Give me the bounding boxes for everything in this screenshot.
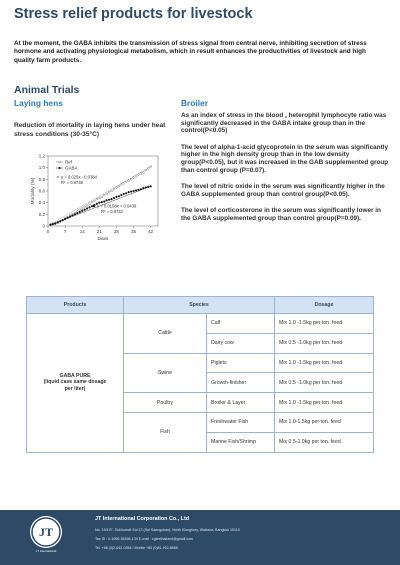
data-point — [106, 199, 108, 201]
company-tax-email: Tax ID : 0-1055-56166-134 E-mail : cgleethailand@gmail.com — [95, 537, 194, 541]
data-point — [111, 198, 113, 200]
y-axis-label: Mortality (%) — [31, 177, 36, 205]
data-point — [106, 193, 108, 195]
species-cell: Growth-finisher — [207, 373, 275, 393]
equation-label: y = 0.025x - 0.0384 — [61, 174, 97, 180]
data-point — [120, 184, 122, 186]
data-point — [76, 211, 78, 213]
dosage-cell: Mix 0.5-1.0kg per ton. feed — [275, 432, 374, 452]
data-point — [89, 203, 91, 205]
data-point — [140, 173, 142, 175]
product-name: GABA PURE — [59, 372, 91, 379]
x-tick-label: 14 — [79, 229, 85, 234]
mortality-chart — [14, 150, 164, 240]
data-point — [91, 201, 93, 203]
species-group-cell: Cattle — [124, 314, 207, 354]
data-point — [128, 180, 130, 182]
r-squared-label: R² = 0.9722 — [101, 209, 123, 214]
broiler-text — [181, 112, 391, 232]
data-point — [108, 199, 110, 201]
logo-letters: JT — [38, 525, 54, 539]
legend-label: GABA — [65, 165, 78, 171]
x-tick-label: 21 — [96, 229, 102, 234]
x-tick-label: 28 — [113, 229, 119, 234]
table-header: Products — [27, 297, 124, 314]
species-group-cell: Poultry — [124, 393, 207, 413]
data-point — [130, 191, 132, 193]
data-point — [150, 185, 152, 187]
company-phone: Tel. +66 (0)2-042-0354 / Mobile +66 (0)81-922-8666 — [95, 546, 178, 550]
data-point — [138, 174, 140, 176]
y-tick-label: 1.2 — [38, 153, 45, 159]
product-note: (liquid case same dosage — [43, 379, 107, 386]
company-logo — [30, 516, 62, 548]
y-tick-label: 1.0 — [38, 165, 45, 171]
equation-marker — [93, 205, 95, 207]
data-point — [94, 200, 96, 202]
data-point — [86, 205, 88, 207]
data-point — [89, 206, 91, 208]
intro-paragraph: At the moment, the GABA inhibits the transmission of stress signal from central nerve, inhibiting secretion of stress hormone and activating physiological metabolism, which in result enhances the productivities of livestock and high quality farm products. — [14, 40, 367, 64]
data-point — [84, 206, 86, 208]
data-point — [96, 198, 98, 200]
data-point — [81, 210, 83, 212]
data-point — [103, 194, 105, 196]
data-point — [103, 201, 105, 203]
data-point — [118, 185, 120, 187]
species-cell: Freshwater Fish — [207, 412, 275, 432]
r-squared-label: R² = 0.9748 — [61, 180, 83, 185]
broiler-paragraph: The level of nitric oxide in the serum was significantly higher in the GABA supplemented group than control group(P<0.05). — [181, 183, 385, 198]
x-tick-label: 0 — [46, 229, 50, 234]
broiler-paragraph: As an index of stress in the blood , heterophil lymphocyte ratio was significantly decreased in the GABA intake group than in the control(P<0.05) — [181, 112, 387, 135]
table-row — [27, 314, 374, 334]
data-point — [135, 190, 137, 192]
broiler-paragraph: The level of alpha-1-acid glycoprotein in the serum was significantly higher in the high density group than in the low density group(P<0.05), but it was increased in the GAB supplemented group than control group (P=0.07). — [181, 143, 389, 174]
table-header: Species — [124, 297, 275, 314]
data-point — [91, 205, 93, 207]
equation-marker — [57, 176, 59, 178]
data-point — [116, 187, 118, 189]
x-tick-label: 42 — [148, 229, 154, 234]
y-tick-label: 0.8 — [38, 176, 45, 182]
y-tick-label: 0.2 — [38, 211, 45, 217]
species-cell: Marine Fish/Shrimp — [207, 432, 275, 452]
data-point — [130, 178, 132, 180]
data-point — [120, 194, 122, 196]
species-group-cell: Swine — [124, 353, 207, 393]
legend-marker — [59, 161, 61, 163]
data-point — [123, 183, 125, 185]
y-tick-label: 0.6 — [38, 188, 45, 194]
dosage-cell: Mix 0.5 -1.0kg per ton. feed — [275, 333, 374, 353]
data-point — [133, 190, 135, 192]
broiler-heading: Broiler — [181, 98, 208, 108]
data-point — [142, 171, 144, 173]
data-point — [79, 209, 81, 211]
legend-label: Ref — [65, 159, 73, 165]
data-point — [74, 213, 76, 215]
x-axis-label: Days — [97, 237, 109, 240]
legend-marker — [59, 167, 61, 169]
species-cell: Calf — [207, 314, 275, 334]
data-point — [101, 196, 103, 198]
data-point — [118, 195, 120, 197]
data-point — [98, 197, 100, 199]
data-point — [113, 197, 115, 199]
data-point — [86, 208, 88, 210]
product-note: per liter) — [64, 386, 86, 393]
y-tick-label: 0 — [42, 223, 45, 229]
logo-caption: JT International — [35, 549, 57, 553]
species-cell: Piglets — [207, 353, 275, 373]
species-group-cell: Fish — [124, 412, 207, 452]
broiler-paragraph: The level of corticosterone in the serum was significantly lower in the GABA supplemented group than control group(P=0.09). — [181, 207, 381, 222]
data-point — [50, 224, 52, 226]
company-address: No. 19/197, Sukhumvit Soi 13 (Soi Saengchan), North Klongtoey, Wattana, Bangkok 10110 — [95, 528, 240, 532]
species-cell: Broiler & Layer — [207, 393, 275, 413]
dosage-cell: Mix 0.5 -1.0kg per ton. feed — [275, 373, 374, 393]
dosage-cell: Mix 1.0-1.5kg per ton. feed — [275, 412, 374, 432]
data-point — [138, 189, 140, 191]
data-point — [123, 193, 125, 195]
data-point — [84, 209, 86, 211]
data-point — [111, 190, 113, 192]
dosage-cell: Mix 1.0 -1.5kg per ton. feed — [275, 353, 374, 373]
equation-label: y = 0.0158x + 0.0439 — [97, 203, 137, 209]
data-point — [76, 212, 78, 214]
dosage-table — [26, 296, 374, 453]
data-point — [125, 192, 127, 194]
x-tick-label: 35 — [131, 229, 137, 234]
y-tick-label: 0.4 — [38, 200, 45, 206]
table-header: Dosage — [275, 297, 374, 314]
data-point — [79, 211, 81, 213]
data-point — [113, 188, 115, 190]
data-point — [135, 176, 137, 178]
data-point — [108, 191, 110, 193]
data-point — [128, 191, 130, 193]
data-point — [150, 166, 152, 168]
species-cell: Dairy cow — [207, 333, 275, 353]
x-tick-label: 7 — [63, 229, 67, 234]
dosage-cell: Mix 1.0 -1.5kg per ton. feed — [275, 314, 374, 334]
data-point — [81, 208, 83, 210]
section-title: Animal Trials — [14, 84, 80, 96]
company-name: JT International Corporation Co., Ltd — [95, 516, 190, 522]
laying-hens-heading: Laying hens — [14, 98, 63, 108]
product-cell — [27, 314, 124, 453]
data-point — [133, 177, 135, 179]
dosage-cell: Mix 1.0 -1.5kg per ton. feed — [275, 393, 374, 413]
page-title: Stress relief products for livestock — [14, 6, 253, 22]
laying-hens-text: Reduction of mortality in laying hens under heat stress conditions (30-35°C) — [14, 122, 166, 138]
data-point — [116, 196, 118, 198]
